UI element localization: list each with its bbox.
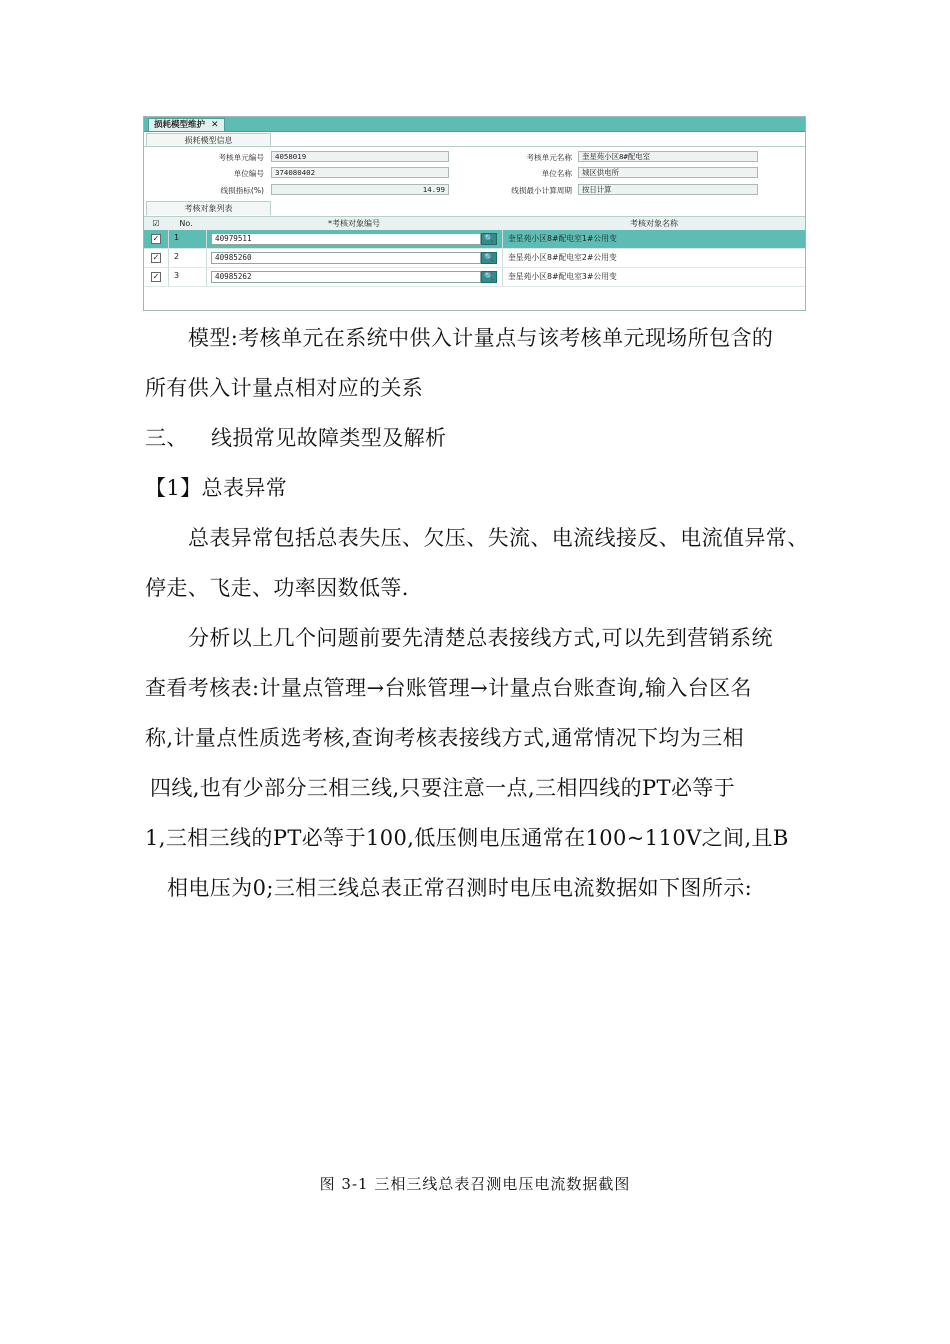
header-no: No.	[179, 219, 193, 228]
unit-code-field[interactable]: 4058019	[271, 151, 449, 162]
search-icon[interactable]: 🔍	[481, 252, 497, 264]
list-section-header: 考核对象列表	[146, 201, 271, 215]
paragraph-line: 总表异常包括总表失压、欠压、失流、电流线接反、电流值异常、	[188, 526, 809, 550]
loss-index-field[interactable]: 14.99	[271, 184, 449, 195]
divider	[206, 230, 207, 248]
paragraph-line: 查看考核表:计量点管理→台账管理→计量点台账查询,输入台区名	[145, 676, 752, 700]
row-checkbox[interactable]: ✓	[152, 253, 160, 262]
object-name: 奎星苑小区8#配电室2#公用变	[508, 253, 617, 262]
paragraph-model-line1: 模型:考核单元在系统中供入计量点与该考核单元现场所包含的	[188, 326, 774, 350]
info-section-header: 损耗模型信息	[146, 133, 271, 147]
table-row[interactable]	[144, 249, 805, 268]
divider	[168, 230, 169, 248]
row-no: 2	[174, 252, 180, 261]
figure-caption: 图 3-1 三相三线总表召测电压电流数据截图	[319, 1175, 631, 1193]
row-checkbox[interactable]: ✓	[152, 272, 160, 281]
row-no: 1	[174, 233, 180, 242]
object-code-input[interactable]: 40985262	[211, 271, 481, 283]
table-row[interactable]	[144, 230, 805, 249]
tab-loss-model[interactable]	[148, 118, 225, 131]
paragraph-line: 四线,也有少部分三相三线,只要注意一点,三相四线的PT必等于	[150, 776, 736, 800]
loss-index-label: 线损指标(%)	[220, 186, 264, 195]
org-name-field[interactable]: 城区供电所	[578, 167, 758, 178]
divider	[168, 268, 169, 286]
search-icon[interactable]: 🔍	[481, 233, 497, 245]
tab-title: 损耗模型维护	[154, 120, 206, 130]
row-no: 3	[174, 271, 180, 280]
divider	[206, 249, 207, 267]
unit-code-label: 考核单元编号	[218, 153, 264, 162]
unit-name-label: 考核单元名称	[526, 153, 572, 162]
object-name: 奎星苑小区8#配电室3#公用变	[508, 272, 617, 281]
paragraph-line: 分析以上几个问题前要先清楚总表接线方式,可以先到营销系统	[188, 626, 773, 650]
org-name-label: 单位名称	[541, 169, 572, 178]
object-code-input[interactable]: 40979511	[211, 233, 481, 245]
paragraph-line: 停走、飞走、功率因数低等.	[145, 576, 409, 600]
table-header	[144, 216, 805, 231]
org-code-field[interactable]: 374080402	[271, 167, 449, 178]
divider	[206, 268, 207, 286]
paragraph-model-line2: 所有供入计量点相对应的关系	[145, 376, 424, 400]
header-check[interactable]: ☑	[152, 219, 160, 228]
section-heading: 线损常见故障类型及解析	[211, 426, 447, 450]
min-period-field[interactable]: 按日计算	[578, 184, 758, 195]
search-icon[interactable]: 🔍	[481, 271, 497, 283]
object-name: 奎星苑小区8#配电室1#公用变	[508, 234, 617, 243]
org-code-label: 单位编号	[233, 169, 264, 178]
header-name: 考核对象名称	[630, 219, 678, 228]
paragraph-line: 称,计量点性质选考核,查询考核表接线方式,通常情况下均为三相	[145, 726, 745, 750]
close-icon[interactable]: ✕	[211, 120, 219, 130]
paragraph-line: 1,三相三线的PT必等于100,低压侧电压通常在100~110V之间,且B	[145, 826, 789, 850]
tab-bar	[144, 117, 805, 132]
divider	[502, 249, 503, 267]
object-code-input[interactable]: 40985260	[211, 252, 481, 264]
min-period-label: 线损最小计算周期	[511, 186, 572, 195]
section-number: 三、	[145, 426, 188, 450]
divider	[502, 230, 503, 248]
paragraph-line: 相电压为0;三相三线总表正常召测时电压电流数据如下图所示:	[167, 876, 753, 900]
divider	[502, 268, 503, 286]
subheading: 【1】总表异常	[145, 476, 288, 500]
loss-model-screenshot	[143, 116, 806, 311]
table-row[interactable]	[144, 268, 805, 287]
divider	[168, 249, 169, 267]
unit-name-field[interactable]: 奎星苑小区8#配电室	[578, 151, 758, 162]
divider	[144, 146, 805, 147]
row-checkbox[interactable]: ✓	[152, 234, 160, 243]
header-code: *考核对象编号	[328, 219, 380, 228]
